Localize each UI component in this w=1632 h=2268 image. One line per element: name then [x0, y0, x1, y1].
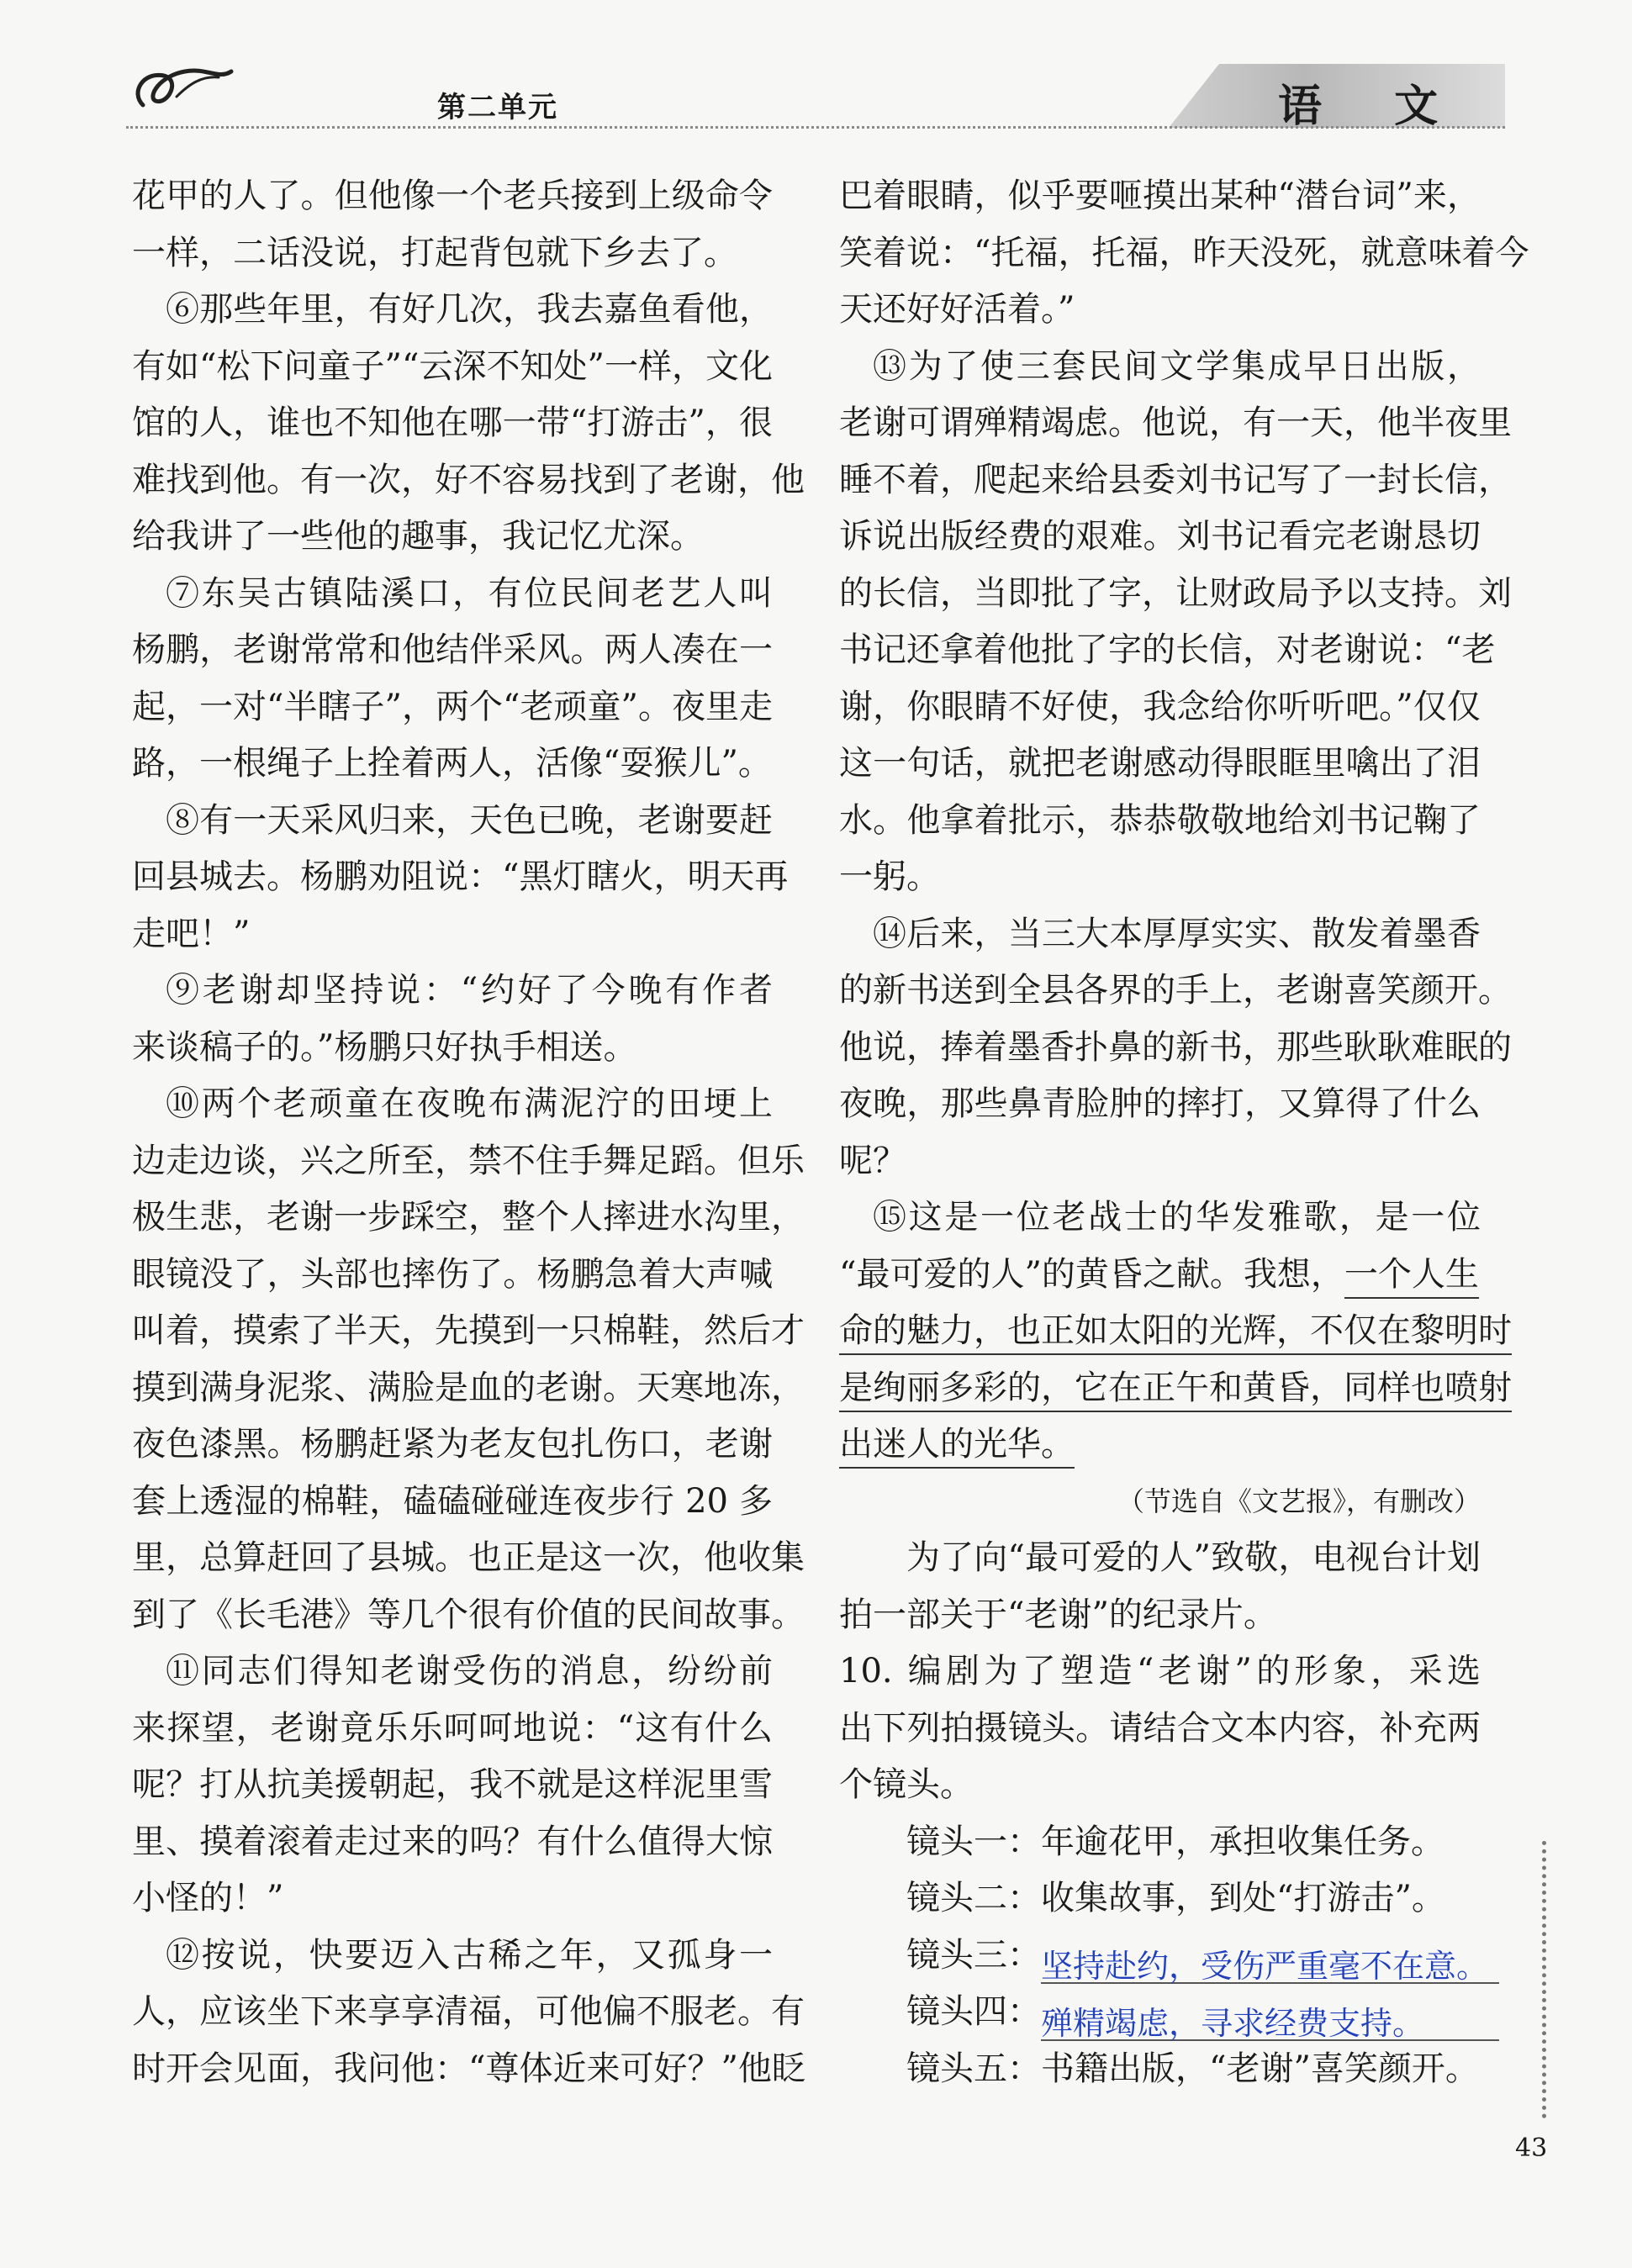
underlined-text: 出迷人的光华。: [839, 1425, 1075, 1469]
answer-field[interactable]: [1041, 1938, 1499, 1984]
shot-line: 镜头一：年逾花甲，承担收集任务。: [906, 1822, 1445, 1861]
shot-line: 镜头二：收集故事，到处“打游击”。: [906, 1879, 1445, 1917]
text-line: 走吧！”: [132, 914, 251, 953]
question-line: 个镜头。: [839, 1765, 974, 1804]
text-line: 这一句话，就把老谢感动得眼眶里噙出了泪: [839, 744, 1481, 783]
page-header: [0, 0, 1632, 143]
text-line: 人，应该坐下来享享清福，可他偏不服老。有: [132, 1992, 805, 2031]
text-line: ⑮这是一位老战士的华发雅歌，是一位: [873, 1198, 1481, 1237]
question-line: 10. 编剧为了塑造“老谢”的形象，采选: [839, 1652, 1481, 1690]
text-line: ⑫按说，快要迈入古稀之年，又孤身一: [166, 1935, 773, 1975]
text-line: 拍一部关于“老谢”的纪录片。: [839, 1595, 1277, 1634]
text-line: ⑬为了使三套民间文学集成早日出版，: [873, 346, 1481, 386]
shot-line: 镜头五：书籍出版，“老谢”喜笑颜开。: [906, 2049, 1479, 2088]
source-citation: （节选自《文艺报》，有删改）: [1117, 1485, 1481, 1517]
text-line: 花甲的人了。但他像一个老兵接到上级命令: [132, 177, 773, 215]
text-line: 的新书送到全县各界的手上，老谢喜笑颜开。: [839, 971, 1512, 1010]
shot-label: 镜头四：: [906, 1992, 1041, 2031]
swirl-logo-icon: [126, 59, 235, 118]
text-line: ⑨老谢却坚持说：“约好了今晚有作者: [166, 971, 773, 1010]
text-line: ⑩两个老顽童在夜晚布满泥泞的田埂上: [166, 1084, 773, 1123]
text-line: 里、摸着滚着走过来的吗？有什么值得大惊: [132, 1822, 773, 1861]
text-line: 睡不着，爬起来给县委刘书记写了一封长信，: [839, 460, 1512, 499]
answer-text: 坚持赴约，受伤严重毫不在意。: [1041, 1948, 1489, 1985]
underlined-text: 是绚丽多彩的，它在正午和黄昏，同样也喷射: [839, 1369, 1512, 1412]
text-line: 一样，二话没说，打起背包就下乡去了。: [132, 233, 737, 272]
text-line: ⑧有一天采风归来，天色已晚，老谢要赶: [166, 800, 773, 840]
question-line: 出下列拍摄镜头。请结合文本内容，补充两: [839, 1708, 1481, 1748]
text-line: 眼镜没了，头部也摔伤了。杨鹏急着大声喊: [132, 1254, 773, 1294]
text-line: 边走边谈，兴之所至，禁不住手舞足蹈。但乐: [132, 1141, 805, 1180]
text-line: 谢，你眼睛不好使，我念给你听听吧。”仅仅: [839, 687, 1481, 726]
answer-field[interactable]: [1041, 1996, 1499, 2041]
shot-label: 镜头三：: [906, 1935, 1041, 1975]
text-line: 来谈稿子的。”杨鹏只好执手相送。: [132, 1027, 637, 1067]
text-line: 时开会见面，我问他：“尊体近来可好？”他眨: [132, 2049, 805, 2088]
text-line: 老谢可谓殚精竭虑。他说，有一天，他半夜里: [839, 403, 1512, 442]
text-line: 他说，捧着墨香扑鼻的新书，那些耿耿难眠的: [839, 1027, 1512, 1067]
underlined-text: 一个人生: [1344, 1255, 1479, 1299]
answer-text: 殚精竭虑，寻求经费支持。: [1041, 2004, 1425, 2042]
subject-title: 语 文: [1278, 81, 1467, 132]
text-line: 有如“松下问童子”“云深不知处”一样，文化: [132, 346, 773, 386]
text-line: 夜晚，那些鼻青脸肿的摔打，又算得了什么: [839, 1084, 1481, 1123]
text-line: 一躬。: [839, 857, 940, 896]
text-line: 诉说出版经费的艰难。刘书记看完老谢恳切: [839, 517, 1481, 556]
header-divider: [126, 126, 1505, 129]
shot-line: [839, 1928, 1489, 1985]
text-line: 给我讲了一些他的趣事，我记忆尤深。: [132, 517, 704, 556]
text-span: “最可爱的人”的黄昏之献。我想，: [839, 1254, 1344, 1294]
text-line: 天还好好活着。”: [839, 290, 1075, 329]
text-line: 小怪的！”: [132, 1879, 284, 1917]
text-line: 夜色漆黑。杨鹏赶紧为老友包扎伤口，老谢: [132, 1425, 773, 1464]
page-number: 43: [1515, 2134, 1548, 2163]
text-line: [839, 1247, 1481, 1304]
text-line: [839, 1416, 1481, 1474]
text-line: 杨鹏，老谢常常和他结伴采风。两人凑在一: [132, 630, 773, 669]
text-line: 起，一对“半瞎子”，两个“老顽童”。夜里走: [132, 687, 773, 726]
text-line: 摸到满身泥浆、满脸是血的老谢。天寒地冻，: [132, 1368, 805, 1407]
text-line: 里，总算赶回了县城。也正是这一次，他收集: [132, 1538, 805, 1577]
right-column: [839, 168, 1529, 2097]
shot-line: [839, 1984, 1481, 2041]
text-line: 水。他拿着批示，恭恭敬敬地给刘书记鞠了: [839, 800, 1481, 840]
text-line: 书记还拿着他批了字的长信，对老谢说：“老: [839, 630, 1496, 669]
text-line: [839, 1303, 1512, 1360]
text-line: 套上透湿的棉鞋，磕磕碰碰连夜步行 20 多: [132, 1481, 773, 1521]
text-line: 呢？: [839, 1141, 906, 1180]
text-line: 笑着说：“托福，托福，昨天没死，就意味着今: [839, 233, 1529, 272]
text-line: 馆的人，谁也不知他在哪一带“打游击”，很: [132, 403, 773, 442]
text-line: 为了向“最可爱的人”致敬，电视台计划: [906, 1538, 1481, 1577]
text-line: ⑪同志们得知老谢受伤的消息，纷纷前: [166, 1652, 773, 1690]
left-column: [132, 168, 805, 2097]
text-line: 难找到他。有一次，好不容易找到了老谢，他: [132, 460, 805, 499]
text-line: [839, 1360, 1512, 1417]
text-line: ⑭后来，当三大本厚厚实实、散发着墨香: [873, 914, 1481, 953]
underlined-text: 命的魅力，也正如太阳的光辉，不仅在黎明时: [839, 1311, 1512, 1355]
text-line: 巴着眼睛，似乎要咂摸出某种“潜台词”来，: [839, 177, 1481, 215]
text-line: ⑥那些年里，有好几次，我去嘉鱼看他，: [166, 290, 773, 329]
text-line: 到了《长毛港》等几个很有价值的民间故事。: [132, 1595, 805, 1634]
unit-title: 第二单元: [437, 91, 558, 124]
text-line: 路，一根绳子上拴着两人，活像“耍猴儿”。: [132, 744, 772, 783]
text-line: 极生悲，老谢一步踩空，整个人摔进水沟里，: [132, 1198, 805, 1237]
text-line: 呢？打从抗美援朝起，我不就是这样泥里雪: [132, 1765, 773, 1804]
text-line: ⑦东吴古镇陆溪口，有位民间老艺人叫: [166, 573, 773, 613]
text-line: 来探望，老谢竟乐乐呵呵地说：“这有什么: [132, 1708, 773, 1748]
margin-dots: [1542, 1841, 1550, 2118]
text-line: 回县城去。杨鹏劝阻说：“黑灯瞎火，明天再: [132, 857, 789, 896]
text-line: 的长信，当即批了字，让财政局予以支持。刘: [839, 573, 1512, 613]
text-line: 叫着，摸索了半天，先摸到一只棉鞋，然后才: [132, 1311, 805, 1350]
